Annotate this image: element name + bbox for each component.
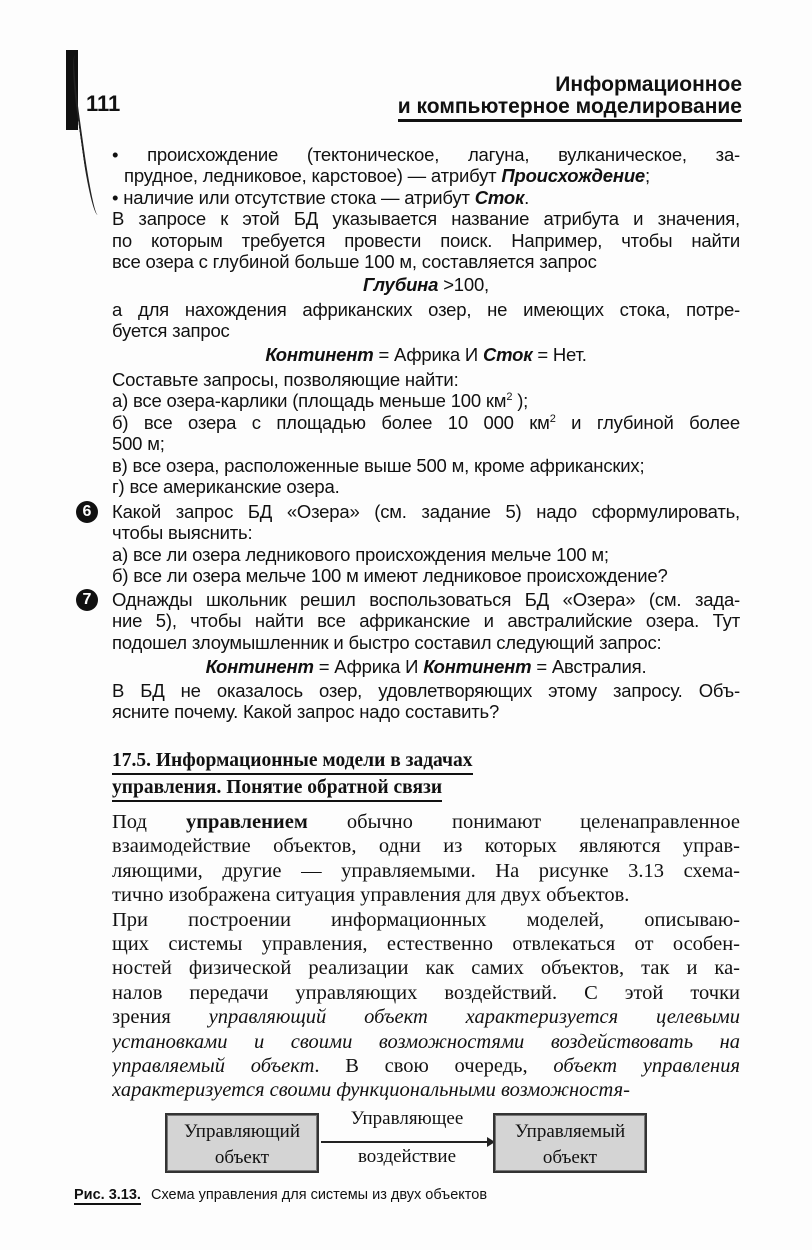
compose-queries-task: [112, 369, 740, 497]
text-line: [112, 956, 740, 980]
text-run: ясните почему. Какой запрос надо составить?: [112, 701, 500, 723]
text-run: г) все американские озера.: [112, 476, 340, 498]
text-line: [112, 390, 740, 411]
text-line: [112, 565, 740, 586]
text-line: [112, 208, 740, 229]
text-run: );: [512, 390, 529, 412]
text-run: ;: [645, 165, 650, 187]
task-number-7: 7: [76, 589, 98, 611]
text-line: [112, 251, 740, 272]
text-run: >100,: [438, 274, 489, 295]
figure-caption-text: Схема управления для системы из двух объектов: [150, 1187, 488, 1203]
text-run: • происхождение (тектоническое, лагуна, вулканическое, за-: [112, 144, 740, 165]
text-line: [112, 932, 740, 956]
text-run: все озера с глубиной больше 100 м, составляется запрос: [112, 251, 597, 273]
text-line: [112, 320, 740, 341]
text-run: а) все ли озера ледникового происхождения мельче 100 м;: [112, 543, 609, 565]
figure-caption-label: Рис. 3.13.: [74, 1187, 141, 1203]
text-line: [112, 544, 740, 565]
text-run: При построении информационных моделей, описываю-: [112, 908, 740, 931]
text-run: б) все озера с площадью более 10 000 км: [112, 411, 550, 433]
text-line: [112, 369, 740, 390]
query-continent: [112, 656, 740, 677]
text-run: ние 5), чтобы найти все африканские и австралийские озера. Тут: [112, 610, 740, 632]
section-heading: [112, 748, 473, 802]
text-run: Континент: [265, 344, 374, 365]
text-run: Сток: [482, 344, 533, 365]
text-run: • наличие или отсутствие стока — атрибут: [112, 186, 475, 208]
text-run: прудное, ледниковое, карстовое) — атрибут: [124, 165, 502, 187]
text-line: [112, 632, 740, 653]
text-run: Континент: [205, 656, 314, 677]
text-run: 500 м;: [112, 433, 165, 455]
page-number: 111: [86, 91, 121, 116]
text-run: установками и своими возможностями воздействовать на: [112, 1030, 740, 1053]
text-run: управляемый объект: [112, 1055, 315, 1078]
text-run: ляющими, другие — управляемыми. На рисунке 3.13 схема-: [112, 859, 740, 882]
query-line: [112, 656, 740, 677]
text-run: объект управления: [553, 1055, 740, 1078]
text-run: .: [524, 186, 530, 208]
text-run: Континент: [423, 656, 532, 677]
text-line: [112, 501, 740, 522]
task-number-6: 6: [76, 501, 98, 523]
text-run: налов передачи управляющих воздействий. С этой точки: [112, 981, 740, 1004]
query-africa: [112, 344, 740, 365]
text-line: [112, 610, 740, 631]
header-title-line2: и компьютерное моделирование: [398, 96, 742, 122]
controlling-object-box: [165, 1113, 319, 1173]
text-run: подошел злоумышленник и быстро составил следующий запрос:: [112, 631, 662, 653]
text-run: в) все озера, расположенные выше 500 м, кроме африканских;: [112, 454, 645, 476]
text-run: ностей физической реализации как самих объектов, так и ка-: [112, 957, 740, 980]
africa-paragraph: [112, 299, 740, 342]
text-line: [112, 834, 740, 858]
text-run: обычно понимают целенаправленное: [307, 811, 740, 833]
text-run: = Австралия.: [531, 656, 647, 677]
text-line: [112, 455, 740, 476]
text-run: буется запрос: [112, 320, 230, 342]
text-run: 2: [549, 412, 556, 425]
text-line: [112, 810, 740, 834]
text-run: а) все озера-карлики (площадь меньше 100 км: [112, 390, 507, 412]
text-run: чтобы выяснить:: [112, 522, 253, 544]
text-line: [112, 144, 740, 165]
text-run: управляющий объект характеризуется целевыми: [208, 1006, 740, 1029]
text-run: Однажды школьник решил воспользоваться БД «Озера» (см. зада-: [112, 589, 740, 610]
section-heading-line1: 17.5. Информационные модели в задачах: [112, 748, 473, 775]
text-run: а для нахождения африканских озер, не имеющих стока, потре-: [112, 299, 740, 320]
text-run: характеризуется своими функциональными возможностя-: [112, 1079, 630, 1102]
text-line: [112, 1005, 740, 1029]
query-line: [112, 274, 740, 295]
text-line: [112, 476, 740, 497]
text-run: В запросе к этой БД указывается название атрибута и значения,: [112, 208, 740, 230]
box-label: объект: [542, 1147, 598, 1168]
text-line: [112, 433, 740, 454]
box-label: Управляемый: [514, 1121, 626, 1142]
text-run: взаимодействие объектов, одни из которых являются управ-: [112, 835, 740, 858]
text-line: [112, 187, 740, 208]
text-line: [112, 589, 740, 610]
text-line: [112, 1054, 740, 1078]
text-run: и глубиной более: [555, 411, 740, 433]
text-run: Составьте запросы, позволяющие найти:: [112, 369, 459, 390]
text-line: [112, 230, 740, 251]
text-run: б) все ли озера мельче 100 м имеют ледниковое происхождение?: [112, 565, 668, 587]
text-run: Какой запрос БД «Озера» (см. задание 5) надо сформулировать,: [112, 501, 740, 522]
text-line: [112, 859, 740, 883]
arrow-icon: [321, 1141, 493, 1143]
text-run: = Нет.: [532, 344, 587, 365]
text-run: зрения: [112, 1006, 209, 1029]
text-run: управлением: [186, 811, 308, 833]
running-header: [398, 74, 742, 122]
section-body: [112, 810, 740, 1103]
text-run: . В свою очередь,: [314, 1055, 554, 1078]
text-run: щих системы управления, естественно отвлекаться от особен-: [112, 933, 740, 956]
text-line: [112, 680, 740, 701]
text-run: Происхождение: [501, 165, 646, 187]
task-7-question: [112, 680, 740, 723]
query-line: [112, 344, 740, 365]
text-run: Глубина: [363, 274, 439, 295]
text-run: Под: [112, 811, 186, 833]
task-7: [112, 589, 740, 653]
text-run: В БД не оказалось озер, удовлетворяющих этому запросу. Объ-: [112, 680, 740, 701]
text-line: [112, 299, 740, 320]
figure-caption: [74, 1187, 487, 1203]
text-run: = Африка И: [313, 656, 424, 677]
text-line: [112, 412, 740, 433]
text-run: = Африка И: [373, 344, 483, 365]
text-line: [112, 981, 740, 1005]
section-heading-line2: управления. Понятие обратной связи: [112, 775, 442, 802]
controlled-object-box: [493, 1113, 647, 1173]
header-title-line1: Информационное: [555, 73, 742, 96]
attribute-bullets: [112, 144, 740, 272]
text-line: [112, 522, 740, 543]
box-label: Управляющий: [184, 1121, 300, 1142]
text-run: 2: [506, 391, 513, 404]
text-run: по которым требуется провести поиск. Например, чтобы найти: [112, 229, 740, 251]
text-line: [112, 883, 740, 907]
text-line: [112, 1030, 740, 1054]
arrow-label-bottom: воздействие: [357, 1146, 457, 1167]
text-line: [112, 1078, 740, 1102]
text-run: Сток: [474, 186, 525, 208]
box-label: объект: [214, 1147, 270, 1168]
text-line: [112, 701, 740, 722]
text-line: [112, 908, 740, 932]
text-line: [112, 165, 740, 186]
query-depth: [112, 274, 740, 295]
text-run: тично изображена ситуация управления для двух объектов.: [112, 884, 630, 907]
arrow-label-top: Управляющее: [350, 1108, 464, 1129]
task-6: [112, 501, 740, 587]
margin-line: [69, 55, 107, 215]
